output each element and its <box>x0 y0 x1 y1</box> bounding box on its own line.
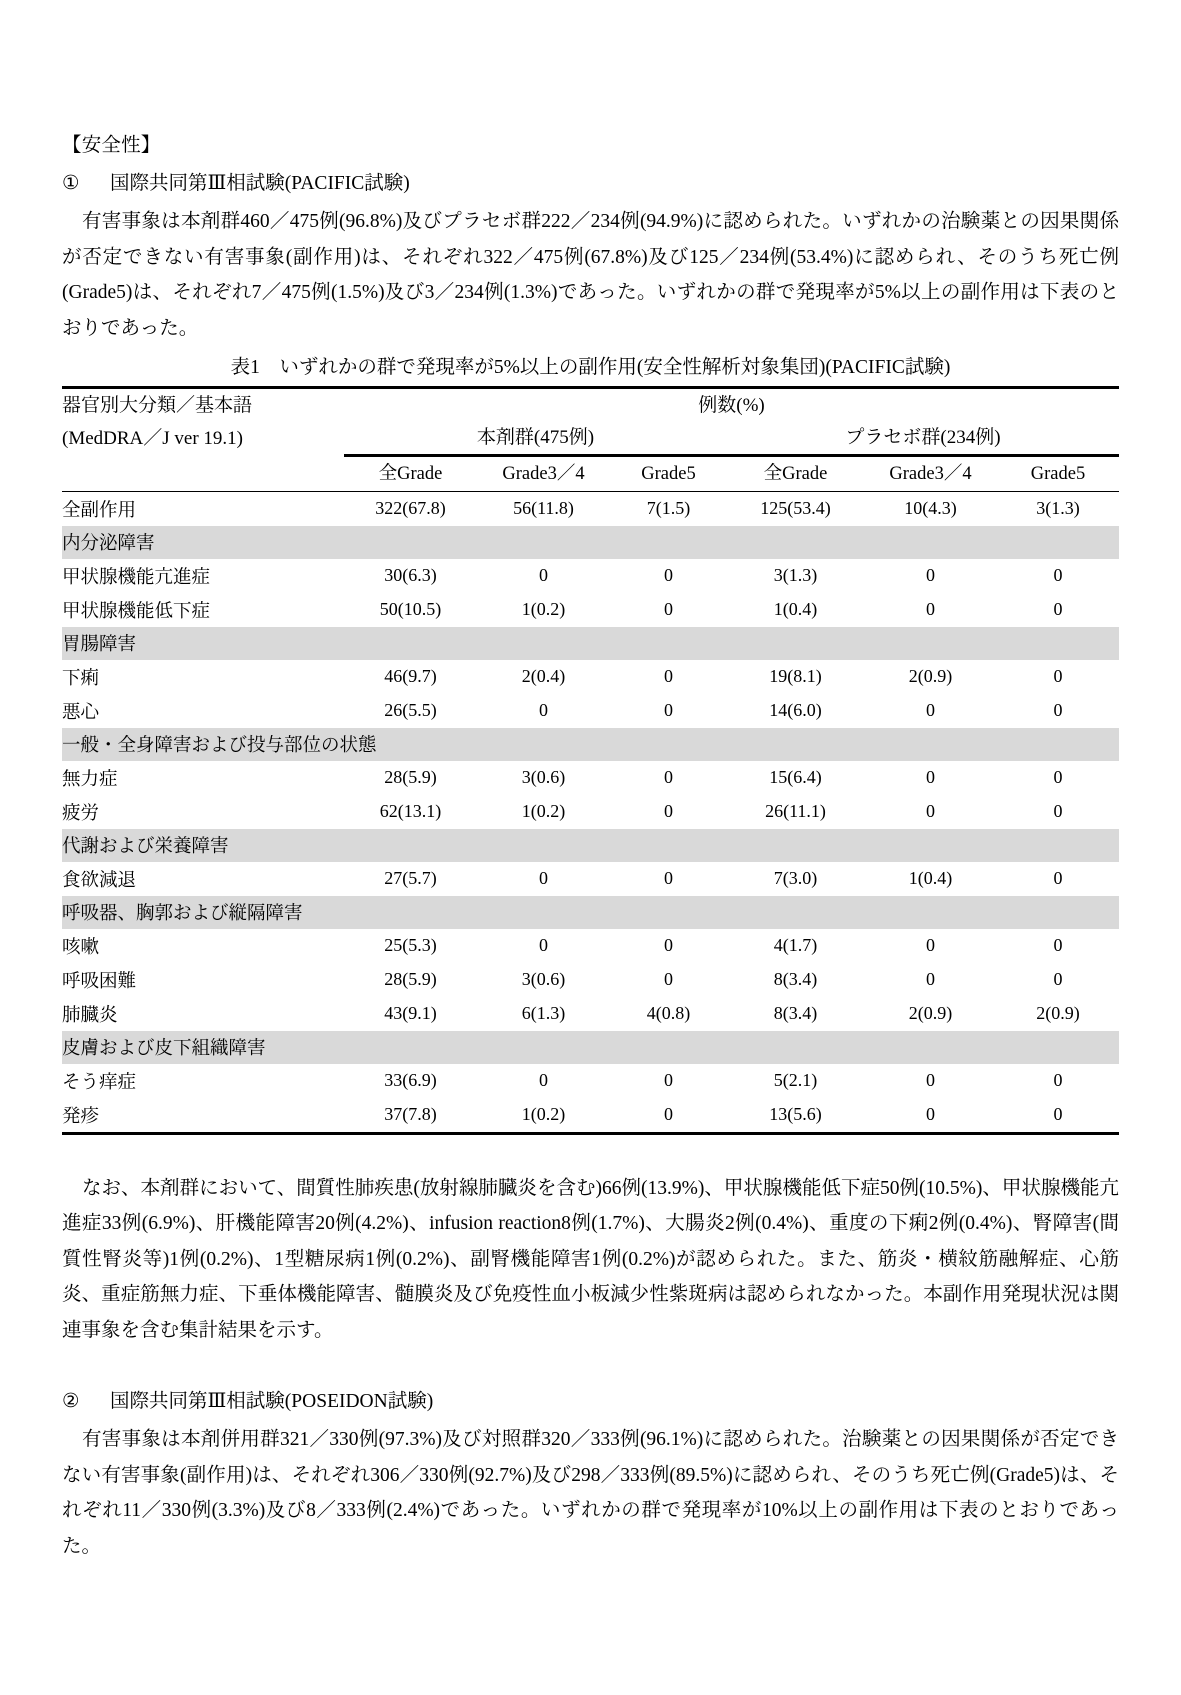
row-label: そう痒症 <box>62 1072 137 1093</box>
cell-value-5: 0 <box>1053 969 1063 989</box>
column-header-placebo-all-grade: 全Grade <box>727 455 864 491</box>
table-group-row <box>62 526 1119 559</box>
cell-value-5: 3(1.3) <box>1036 498 1080 518</box>
table-group-row <box>62 627 1119 660</box>
cell-value-0: 28(5.9) <box>384 767 437 787</box>
cell-value-3: 1(0.4) <box>773 599 818 619</box>
cell-value-2: 7(1.5) <box>646 498 691 518</box>
table-group-row <box>62 896 1119 929</box>
table-row <box>62 593 1119 627</box>
row-label: 咳嗽 <box>62 937 100 958</box>
cell-value-5: 0 <box>1053 565 1063 585</box>
item-1-marker: ① <box>62 173 80 194</box>
cell-value-2: 0 <box>664 969 673 989</box>
cell-value-5: 0 <box>1053 599 1063 619</box>
table-row <box>62 862 1119 896</box>
cell-value-5: 0 <box>1053 801 1063 821</box>
cell-value-2: 0 <box>664 868 673 888</box>
cell-value-0: 50(10.5) <box>379 599 442 619</box>
cell-value-5: 0 <box>997 1098 1119 1134</box>
header-category-cell <box>62 388 344 456</box>
table-row <box>62 694 1119 728</box>
row-label: 甲状腺機能亢進症 <box>62 567 211 588</box>
row-label: 無力症 <box>62 769 118 790</box>
item-2-title <box>62 1384 1119 1420</box>
cell-value-3: 7(3.0) <box>773 868 818 888</box>
cell-value-1: 0 <box>539 868 548 888</box>
row-label: 食欲減退 <box>62 870 137 891</box>
cell-value-0: 27(5.7) <box>384 868 437 888</box>
cell-value-0: 33(6.9) <box>384 1070 437 1090</box>
row-label: 甲状腺機能低下症 <box>62 601 211 622</box>
table-row <box>62 559 1119 593</box>
cell-value-4: 0 <box>926 767 935 787</box>
cell-value-4: 2(0.9) <box>908 1003 953 1023</box>
cell-value-4: 10(4.3) <box>904 498 957 518</box>
row-label: 肺臓炎 <box>62 1005 118 1026</box>
table-group-row <box>62 1031 1119 1064</box>
cell-value-3: 8(3.4) <box>773 969 818 989</box>
cell-value-2: 0 <box>664 565 673 585</box>
cell-value-4: 0 <box>926 599 935 619</box>
row-label: 全副作用 <box>62 500 137 521</box>
row-label: 呼吸困難 <box>62 971 137 992</box>
cell-value-4: 1(0.4) <box>908 868 953 888</box>
cell-value-1: 6(1.3) <box>521 1003 566 1023</box>
cell-value-3: 19(8.1) <box>769 666 822 686</box>
cell-value-0: 28(5.9) <box>384 969 437 989</box>
cell-value-0: 46(9.7) <box>384 666 437 686</box>
cell-value-4: 0 <box>864 1098 997 1134</box>
cell-value-1: 0 <box>539 935 548 955</box>
section-heading: 【安全性】 <box>62 135 161 156</box>
item-1-title <box>62 166 1119 202</box>
table-row <box>62 795 1119 829</box>
cell-value-0: 43(9.1) <box>384 1003 437 1023</box>
note-paragraph: なお、本剤群において、間質性肺疾患(放射線肺臓炎を含む)66例(13.9%)、甲状腺機能低下症50例(10.5%)、甲状腺機能亢進症33例(6.9%)、肝機能障害20例(4.2%)、infusion reaction8例(1.7%)、大腸炎2例(0.4%)、重度の下痢2例(0.4%)、腎障害(間質性腎炎等)1例(0.2%)、1型糖尿病1例(0.2%)、副腎機能障害1例(0.2%)が認められた。また、筋炎・横紋筋融解症、心筋炎、重症筋無力症、下垂体機能障害、髄膜炎及び免疫性血小板減少性紫斑病は認められなかった。本副作用発現状況は関連事象を含む集計結果を示す。 <box>62 1177 1119 1341</box>
column-header-placebo-grade34: Grade3／4 <box>864 455 997 491</box>
group-label: 内分泌障害 <box>62 526 1119 559</box>
cell-value-5: 0 <box>1053 1070 1063 1090</box>
column-header-blank <box>62 455 344 491</box>
item-1-title-text: 国際共同第Ⅲ相試験(PACIFIC試験) <box>110 173 410 194</box>
cell-value-1: 3(0.6) <box>521 969 566 989</box>
row-label: 発疹 <box>62 1098 344 1134</box>
cell-value-4: 0 <box>926 700 935 720</box>
cell-value-0: 322(67.8) <box>375 498 446 518</box>
group-label: 皮膚および皮下組織障害 <box>62 1031 1119 1064</box>
column-header-drug-grade34: Grade3／4 <box>477 455 610 491</box>
table-row <box>62 761 1119 795</box>
table-group-row <box>62 728 1119 761</box>
header-group-drug: 本剤群(475例) <box>344 422 727 455</box>
table-header-row-1 <box>62 388 1119 422</box>
cell-value-1: 1(0.2) <box>477 1098 610 1134</box>
column-header-drug-all-grade: 全Grade <box>344 455 477 491</box>
cell-value-2: 0 <box>664 801 673 821</box>
cell-value-5: 0 <box>1053 700 1063 720</box>
cell-value-1: 0 <box>539 565 548 585</box>
cell-value-5: 0 <box>1053 868 1063 888</box>
cell-value-4: 0 <box>926 935 935 955</box>
table-caption: 表1 いずれかの群で発現率が5%以上の副作用(安全性解析対象集団)(PACIFIC試験) <box>230 357 951 378</box>
column-header-drug-grade5: Grade5 <box>610 455 727 491</box>
column-header-placebo-grade5: Grade5 <box>997 455 1119 491</box>
table-body <box>62 491 1119 1133</box>
cell-value-2: 0 <box>664 666 673 686</box>
item-2-marker: ② <box>62 1391 80 1412</box>
cell-value-0: 30(6.3) <box>384 565 437 585</box>
table-row <box>62 963 1119 997</box>
cell-value-5: 0 <box>1053 767 1063 787</box>
cell-value-2: 0 <box>664 1070 673 1090</box>
cell-value-1: 1(0.2) <box>521 801 566 821</box>
cell-value-1: 2(0.4) <box>521 666 566 686</box>
cell-value-5: 2(0.9) <box>1036 1003 1080 1023</box>
table-row <box>62 1064 1119 1098</box>
table-row <box>62 1098 1119 1134</box>
row-label: 悪心 <box>62 702 100 723</box>
cell-value-0: 26(5.5) <box>384 700 437 720</box>
group-label: 呼吸器、胸郭および縦隔障害 <box>62 896 1119 929</box>
cell-value-3: 4(1.7) <box>773 935 818 955</box>
cell-value-2: 0 <box>610 1098 727 1134</box>
cell-value-4: 0 <box>926 969 935 989</box>
table-column-header-row <box>62 455 1119 491</box>
header-category-line2: (MedDRA／J ver 19.1) <box>62 428 244 449</box>
cell-value-4: 0 <box>926 1070 935 1090</box>
cell-value-4: 2(0.9) <box>908 666 953 686</box>
cell-value-0: 25(5.3) <box>384 935 437 955</box>
cell-value-1: 0 <box>539 1070 548 1090</box>
cell-value-1: 56(11.8) <box>513 498 574 518</box>
cell-value-2: 0 <box>664 935 673 955</box>
header-group-placebo: プラセボ群(234例) <box>727 422 1119 455</box>
cell-value-2: 0 <box>664 700 673 720</box>
header-category-line1: 器官別大分類／基本語 <box>62 395 253 416</box>
row-label: 疲労 <box>62 803 100 824</box>
cell-value-4: 0 <box>926 565 935 585</box>
table-group-row <box>62 829 1119 862</box>
group-label: 胃腸障害 <box>62 627 1119 660</box>
header-cases-label: 例数(%) <box>344 388 1119 422</box>
cell-value-1: 1(0.2) <box>521 599 566 619</box>
cell-value-2: 4(0.8) <box>646 1003 691 1023</box>
cell-value-1: 3(0.6) <box>521 767 566 787</box>
cell-value-0: 62(13.1) <box>379 801 442 821</box>
cell-value-1: 0 <box>539 700 548 720</box>
item-2-title-text: 国際共同第Ⅲ相試験(POSEIDON試験) <box>110 1391 434 1412</box>
item-2-paragraph: 有害事象は本剤併用群321／330例(97.3%)及び対照群320／333例(96.1%)に認められた。治験薬との因果関係が否定できない有害事象(副作用)は、それぞれ306／330例(92.7%)及び298／333例(89.5%)に認められ、そのうち死亡例(Grade5)は、それぞれ11／330例(3.3%)及び8／333例(2.4%)であった。いずれかの群で発現率が10%以上の副作用は下表のとおりであった。 <box>62 1429 1119 1557</box>
cell-value-3: 26(11.1) <box>765 801 826 821</box>
adverse-reactions-table <box>62 386 1119 1135</box>
cell-value-2: 0 <box>664 767 673 787</box>
cell-value-3: 8(3.4) <box>773 1003 818 1023</box>
cell-value-3: 125(53.4) <box>760 498 831 518</box>
cell-value-5: 0 <box>1053 935 1063 955</box>
table-row <box>62 997 1119 1031</box>
table-total-row <box>62 491 1119 526</box>
cell-value-2: 0 <box>664 599 673 619</box>
table-row <box>62 929 1119 963</box>
cell-value-4: 0 <box>926 801 935 821</box>
cell-value-3: 13(5.6) <box>727 1098 864 1134</box>
cell-value-3: 3(1.3) <box>773 565 818 585</box>
cell-value-0: 37(7.8) <box>344 1098 477 1134</box>
group-label: 代謝および栄養障害 <box>62 829 1119 862</box>
table-row <box>62 660 1119 694</box>
cell-value-5: 0 <box>1053 666 1063 686</box>
item-1-paragraph: 有害事象は本剤群460／475例(96.8%)及びプラセボ群222／234例(94.9%)に認められた。いずれかの治験薬との因果関係が否定できない有害事象(副作用)は、それぞれ322／475例(67.8%)及び125／234例(53.4%)に認められ、そのうち死亡例(Grade5)は、それぞれ7／475例(1.5%)及び3／234例(1.3%)であった。いずれかの群で発現率が5%以上の副作用は下表のとおりであった。 <box>62 211 1119 339</box>
row-label: 下痢 <box>62 668 100 689</box>
group-label: 一般・全身障害および投与部位の状態 <box>62 728 1119 761</box>
cell-value-3: 5(2.1) <box>773 1070 818 1090</box>
cell-value-3: 14(6.0) <box>769 700 822 720</box>
cell-value-3: 15(6.4) <box>769 767 822 787</box>
